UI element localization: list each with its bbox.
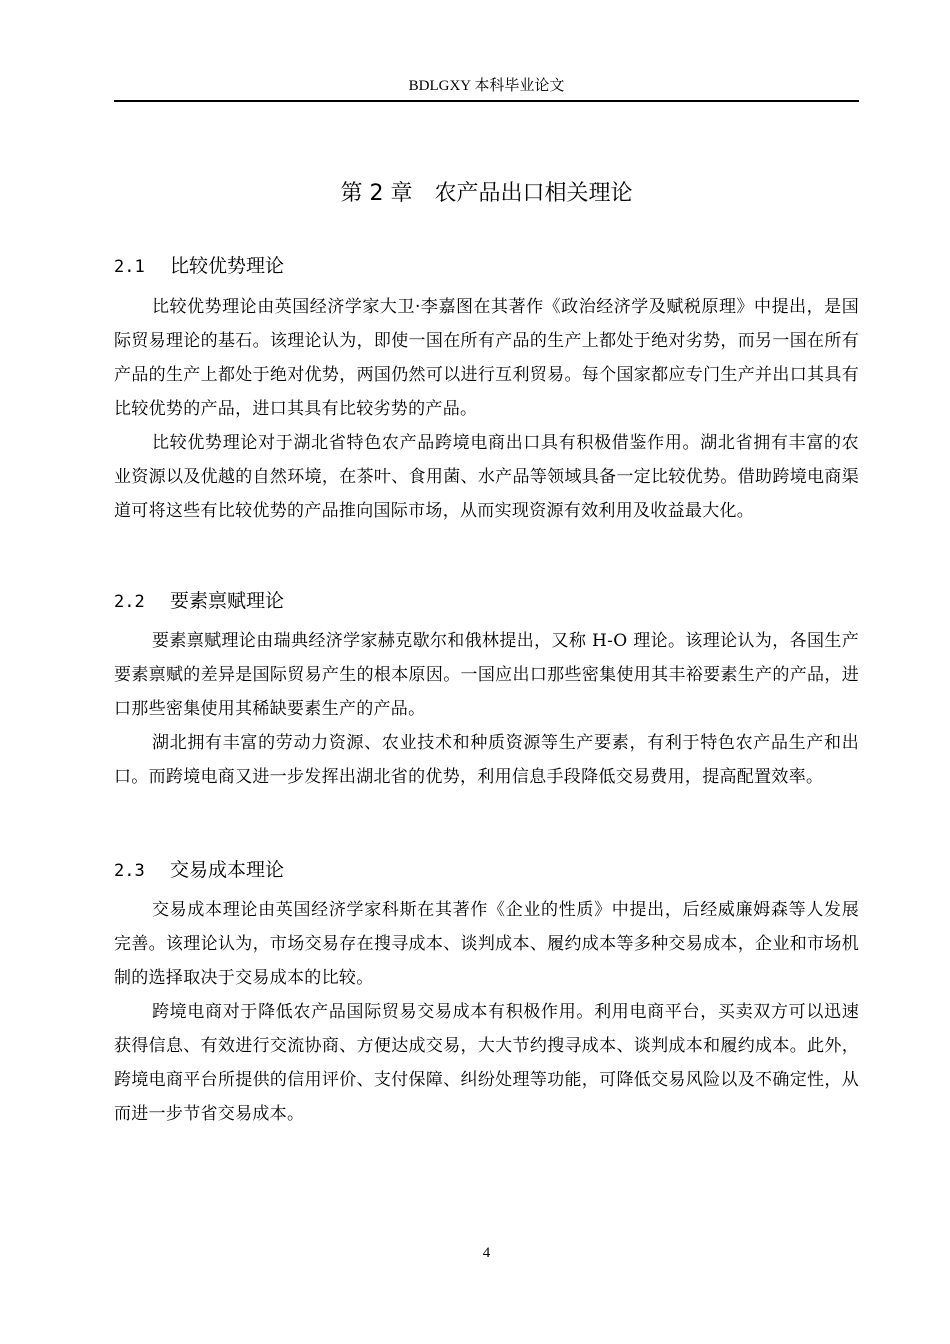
running-header: BDLGXY 本科毕业论文 bbox=[408, 78, 565, 94]
section-title: 交易成本理论 bbox=[170, 859, 285, 881]
section-number: 2.2 bbox=[114, 592, 145, 612]
paragraph: 要素禀赋理论由瑞典经济学家赫克歇尔和俄林提出，又称 H-O 理论。该理论认为，各国生产要素禀赋的差异是国际贸易产生的根本原因。一国应出口那些密集使用其丰裕要素生产的产品，进口那些密集使用其稀缺要素生产的产品。 bbox=[114, 631, 859, 719]
paragraph: 比较优势理论由英国经济学家大卫·李嘉图在其著作《政治经济学及赋税原理》中提出，是国际贸易理论的基石。该理论认为，即使一国在所有产品的生产上都处于绝对劣势，而另一国在所有产品的生产上都处于绝对优势，两国仍然可以进行互利贸易。每个国家都应专门生产并出口其具有比较优势的产品，进口其具有比较劣势的产品。 bbox=[114, 297, 859, 419]
section-heading-2-1 bbox=[114, 252, 284, 281]
section-number: 2.3 bbox=[114, 861, 145, 881]
section-title: 要素禀赋理论 bbox=[170, 590, 285, 612]
section-heading-2-2 bbox=[114, 587, 284, 616]
paragraph: 湖北拥有丰富的劳动力资源、农业技术和种质资源等生产要素，有利于特色农产品生产和出口。而跨境电商又进一步发挥出湖北省的优势，利用信息手段降低交易费用，提高配置效率。 bbox=[114, 733, 859, 787]
paragraph: 交易成本理论由英国经济学家科斯在其著作《企业的性质》中提出，后经威廉姆森等人发展完善。该理论认为，市场交易存在搜寻成本、谈判成本、履约成本等多种交易成本，企业和市场机制的选择取决于交易成本的比较。 bbox=[114, 900, 859, 988]
paragraph: 跨境电商对于降低农产品国际贸易交易成本有积极作用。利用电商平台，买卖双方可以迅速获得信息、有效进行交流协商、方便达成交易，大大节约搜寻成本、谈判成本和履约成本。此外，跨境电商平台所提供的信用评价、支付保障、纠纷处理等功能，可降低交易风险以及不确定性，从而进一步节省交易成本。 bbox=[114, 1002, 859, 1124]
section-title: 比较优势理论 bbox=[170, 255, 285, 277]
section-heading-2-3 bbox=[114, 856, 284, 885]
section-number: 2.1 bbox=[114, 257, 145, 277]
paragraph: 比较优势理论对于湖北省特色农产品跨境电商出口具有积极借鉴作用。湖北省拥有丰富的农业资源以及优越的自然环境，在茶叶、食用菌、水产品等领域具备一定比较优势。借助跨境电商渠道可将这些有比较优势的产品推向国际市场，从而实现资源有效利用及收益最大化。 bbox=[114, 433, 859, 521]
chapter-title: 第 2 章 农产品出口相关理论 bbox=[340, 181, 633, 206]
page-number: 4 bbox=[482, 1245, 491, 1261]
header-rule bbox=[114, 100, 859, 102]
